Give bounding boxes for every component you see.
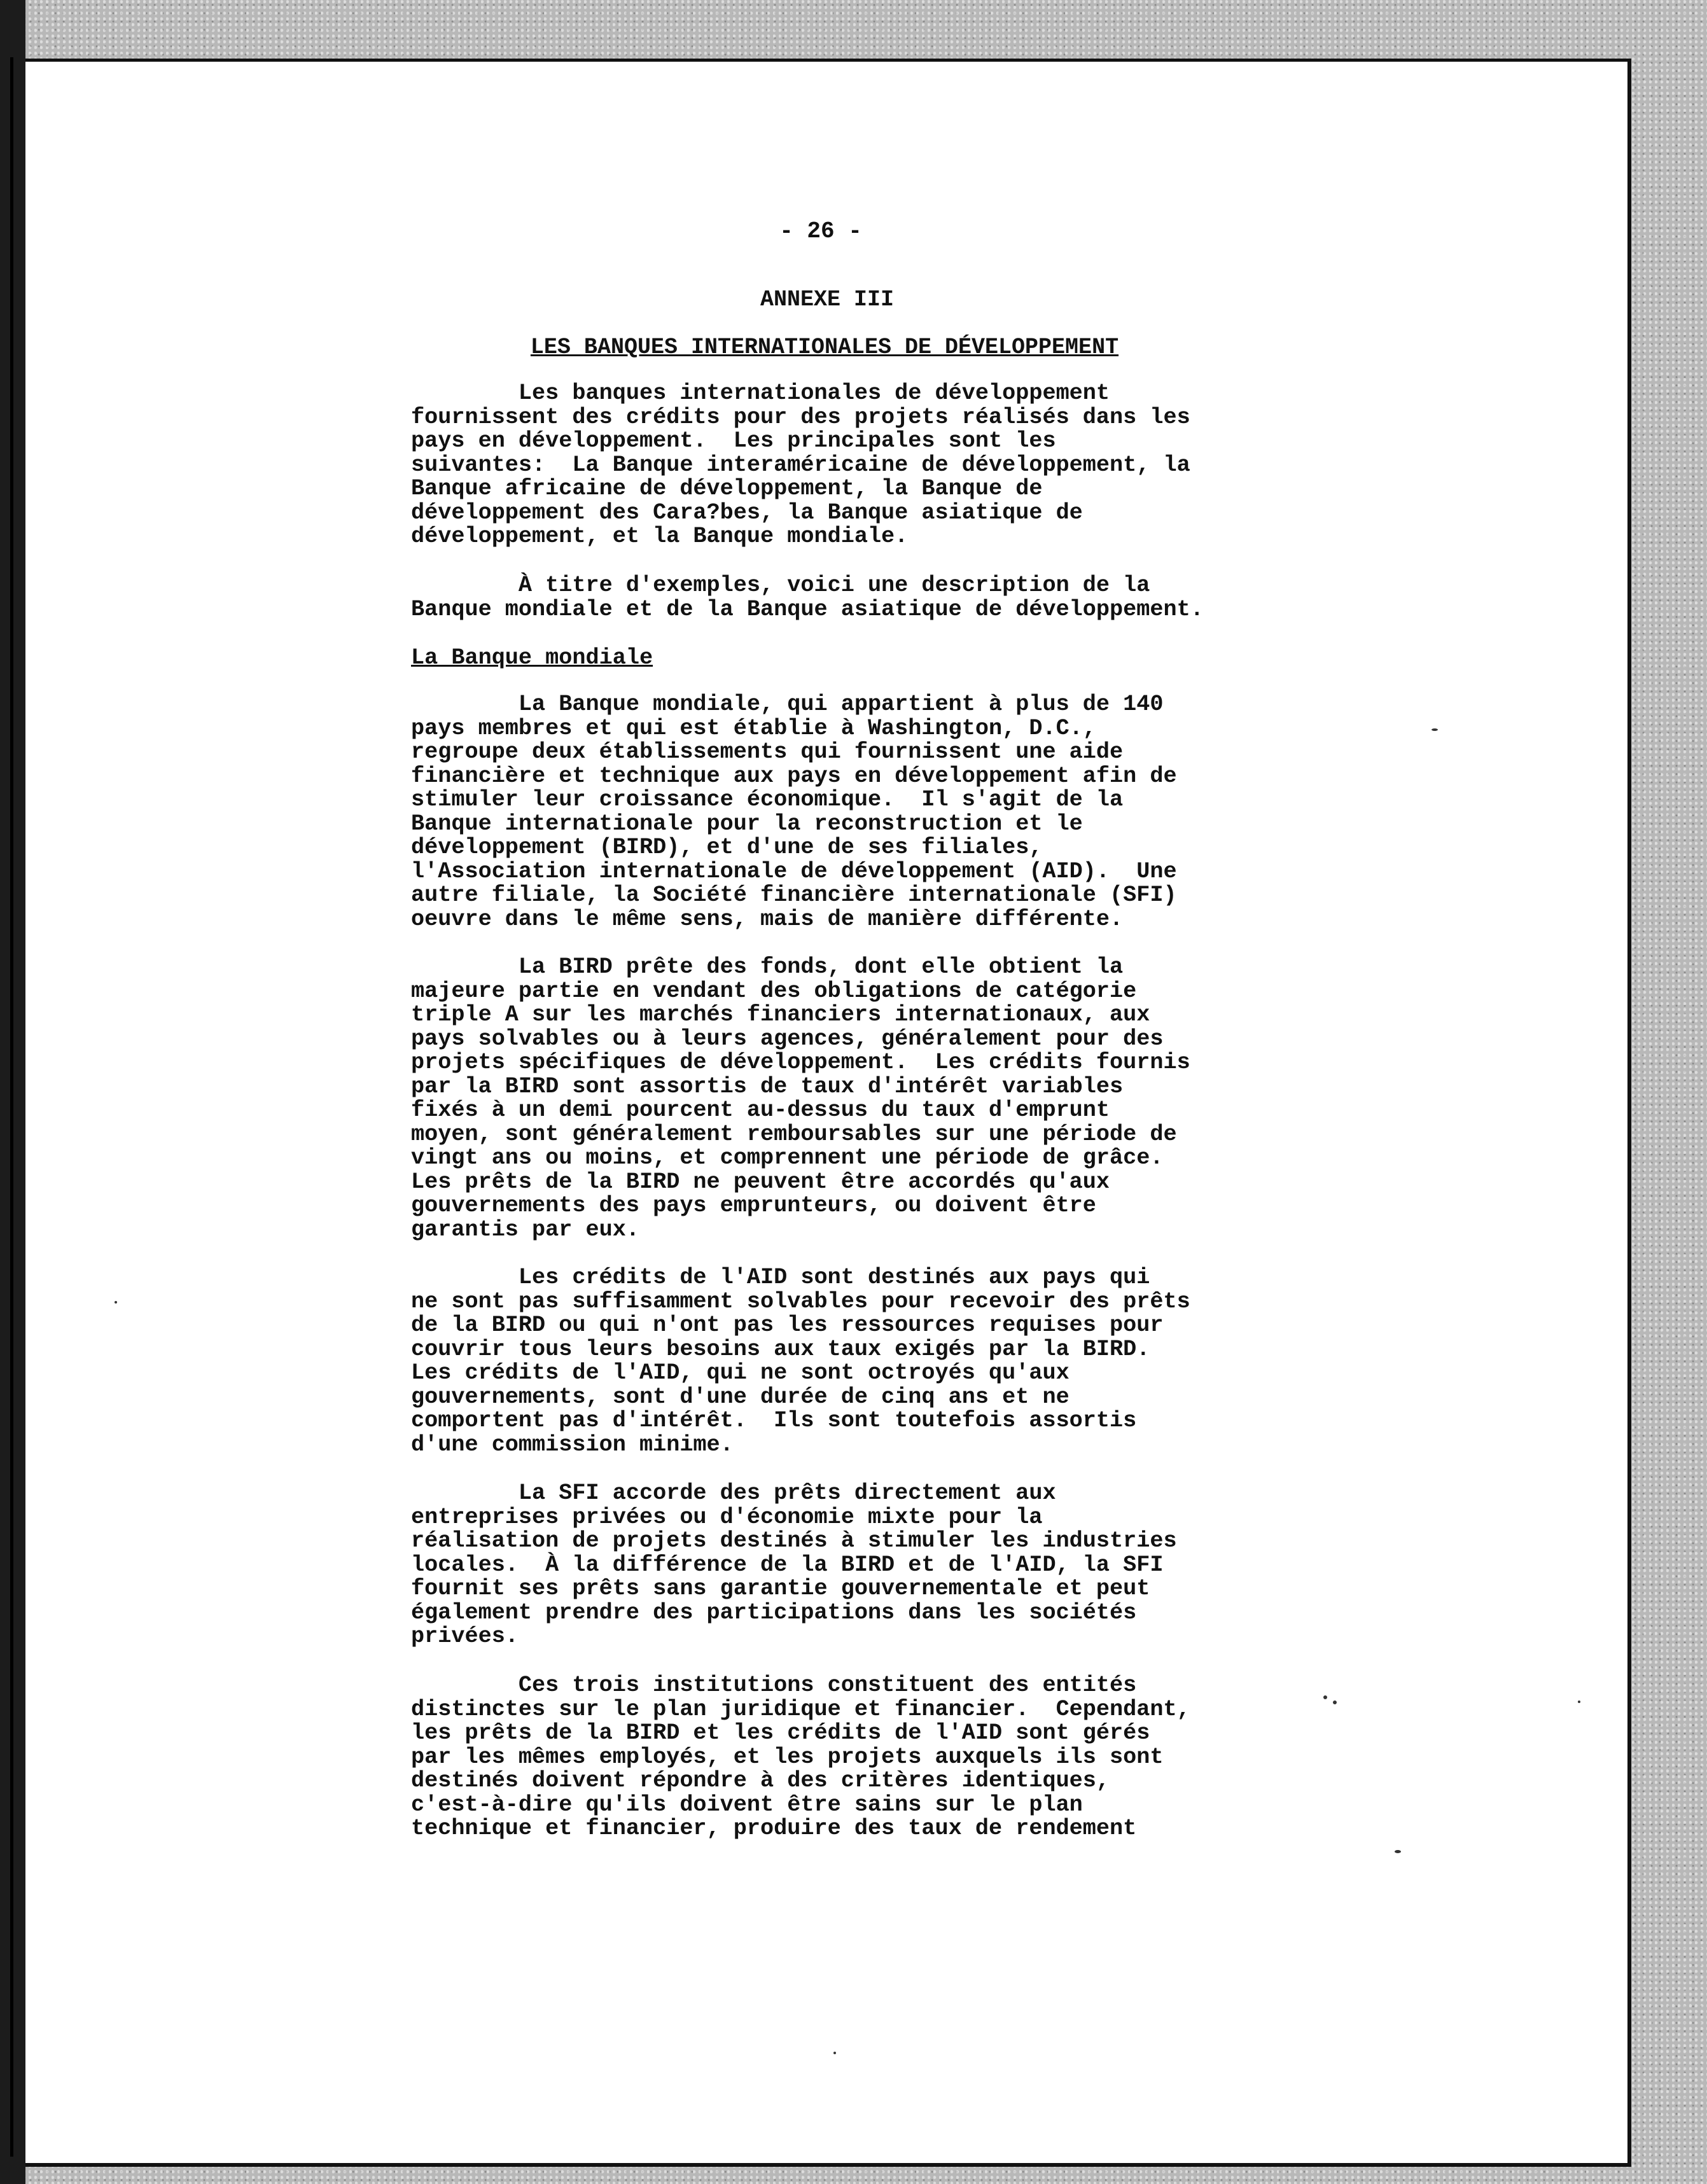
- paragraph-sfi: [411, 1482, 1289, 1649]
- text-line: d'une commission minime.: [411, 1431, 734, 1457]
- text-line: de la BIRD ou qui n'ont pas les ressources requises pour: [411, 1312, 1164, 1338]
- text-line: privées.: [411, 1624, 519, 1649]
- paragraph-bird: [411, 956, 1289, 1242]
- text-line: par les mêmes employés, et les projets auxquels ils sont: [411, 1744, 1164, 1770]
- page-number: - 26 -: [779, 218, 862, 244]
- text-line: locales. À la différence de la BIRD et de l'AID, la SFI: [411, 1552, 1164, 1578]
- text-line: autre filiale, la Société financière internationale (SFI): [411, 882, 1177, 908]
- text-line: gouvernements, sont d'une durée de cinq ans et ne: [411, 1384, 1069, 1410]
- text-line: fournit ses prêts sans garantie gouvernementale et peut: [411, 1576, 1150, 1601]
- text-line: projets spécifiques de développement. Les crédits fournis: [411, 1050, 1190, 1075]
- text-line: Les prêts de la BIRD ne peuvent être accordés qu'aux: [411, 1169, 1110, 1195]
- text-line: réalisation de projets destinés à stimuler les industries: [411, 1528, 1177, 1554]
- text-line: financière et technique aux pays en développement afin de: [411, 763, 1177, 789]
- text-line: Les banques internationales de développement: [411, 380, 1110, 406]
- text-line: vingt ans ou moins, et comprennent une période de grâce.: [411, 1145, 1164, 1171]
- scan-speck: [1395, 1850, 1401, 1853]
- text-line: l'Association internationale de développement (AID). Une: [411, 858, 1177, 884]
- paragraph-institutions: [411, 1674, 1289, 1841]
- paragraph-examples: [411, 574, 1289, 622]
- text-line: moyen, sont généralement remboursables sur une période de: [411, 1121, 1177, 1147]
- text-line: gouvernements des pays emprunteurs, ou doivent être: [411, 1193, 1096, 1218]
- scan-speck: [1432, 728, 1438, 731]
- text-line: pays solvables ou à leurs agences, généralement pour des: [411, 1026, 1164, 1052]
- paragraph-intro: [411, 382, 1289, 549]
- text-line: technique et financier, produire des taux de rendement: [411, 1816, 1137, 1841]
- text-line: développement, et la Banque mondiale.: [411, 524, 909, 549]
- text-line: triple A sur les marchés financiers internationaux, aux: [411, 1002, 1150, 1027]
- scan-speck: [1578, 1701, 1580, 1703]
- text-line: La BIRD prête des fonds, dont elle obtient la: [411, 954, 1124, 980]
- text-line: majeure partie en vendant des obligations de catégorie: [411, 978, 1137, 1004]
- text-line: Ces trois institutions constituent des entités: [411, 1673, 1137, 1698]
- text-line: pays en développement. Les principales sont les: [411, 428, 1056, 454]
- text-line: également prendre des participations dans les sociétés: [411, 1599, 1137, 1625]
- scan-speck: [1333, 1701, 1337, 1704]
- scan-speck: [115, 1301, 117, 1304]
- text-line: les prêts de la BIRD et les crédits de l'AID sont gérés: [411, 1720, 1150, 1746]
- binder-rule: [10, 57, 13, 2157]
- text-line: suivantes: La Banque interaméricaine de développement, la: [411, 452, 1190, 478]
- text-line: développement (BIRD), et d'une de ses filiales,: [411, 835, 1043, 860]
- paragraph-aid: [411, 1266, 1289, 1457]
- text-line: développement des Cara?bes, la Banque asiatique de: [411, 499, 1083, 525]
- annex-label: ANNEXE III: [760, 287, 895, 312]
- text-line: Banque africaine de développement, la Banque de: [411, 476, 1043, 501]
- text-line: comportent pas d'intérêt. Ils sont toutefois assortis: [411, 1408, 1137, 1433]
- text-line: fournissent des crédits pour des projets réalisés dans les: [411, 404, 1190, 430]
- text-line: par la BIRD sont assortis de taux d'intérêt variables: [411, 1073, 1124, 1099]
- text-line: À titre d'exemples, voici une description de la: [411, 573, 1150, 598]
- text-line: c'est-à-dire qu'ils doivent être sains sur le plan: [411, 1791, 1083, 1818]
- text-line: ne sont pas suffisamment solvables pour recevoir des prêts: [411, 1288, 1190, 1314]
- text-line: entreprises privées ou d'économie mixte pour la: [411, 1504, 1043, 1530]
- text-line: oeuvre dans le même sens, mais de manière différente.: [411, 906, 1124, 932]
- scan-speck: [833, 2052, 836, 2054]
- document-title: LES BANQUES INTERNATIONALES DE DÉVELOPPEMENT: [530, 335, 1119, 360]
- scan-speck: [1323, 1695, 1327, 1699]
- text-line: Les crédits de l'AID sont destinés aux pays qui: [411, 1265, 1150, 1290]
- text-line: pays membres et qui est établie à Washington, D.C.,: [411, 715, 1096, 741]
- section-heading: La Banque mondiale: [411, 645, 653, 671]
- text-line: La Banque mondiale, qui appartient à plus de 140: [411, 692, 1164, 717]
- text-line: couvrir tous leurs besoins aux taux exigés par la BIRD.: [411, 1336, 1150, 1362]
- text-line: distinctes sur le plan juridique et financier. Cependant,: [411, 1696, 1190, 1722]
- paragraph-world-bank: [411, 693, 1289, 931]
- text-line: garantis par eux.: [411, 1216, 639, 1242]
- text-line: Banque mondiale et de la Banque asiatique de développement.: [411, 596, 1204, 622]
- text-line: Banque internationale pour la reconstruction et le: [411, 810, 1083, 837]
- text-line: La SFI accorde des prêts directement aux: [411, 1480, 1056, 1506]
- text-line: stimuler leur croissance économique. Il s'agit de la: [411, 787, 1124, 812]
- text-line: fixés à un demi pourcent au-dessus du taux d'emprunt: [411, 1097, 1110, 1123]
- text-line: Les crédits de l'AID, qui ne sont octroyés qu'aux: [411, 1360, 1069, 1386]
- text-line: regroupe deux établissements qui fournissent une aide: [411, 739, 1124, 765]
- text-line: destinés doivent répondre à des critères identiques,: [411, 1768, 1110, 1793]
